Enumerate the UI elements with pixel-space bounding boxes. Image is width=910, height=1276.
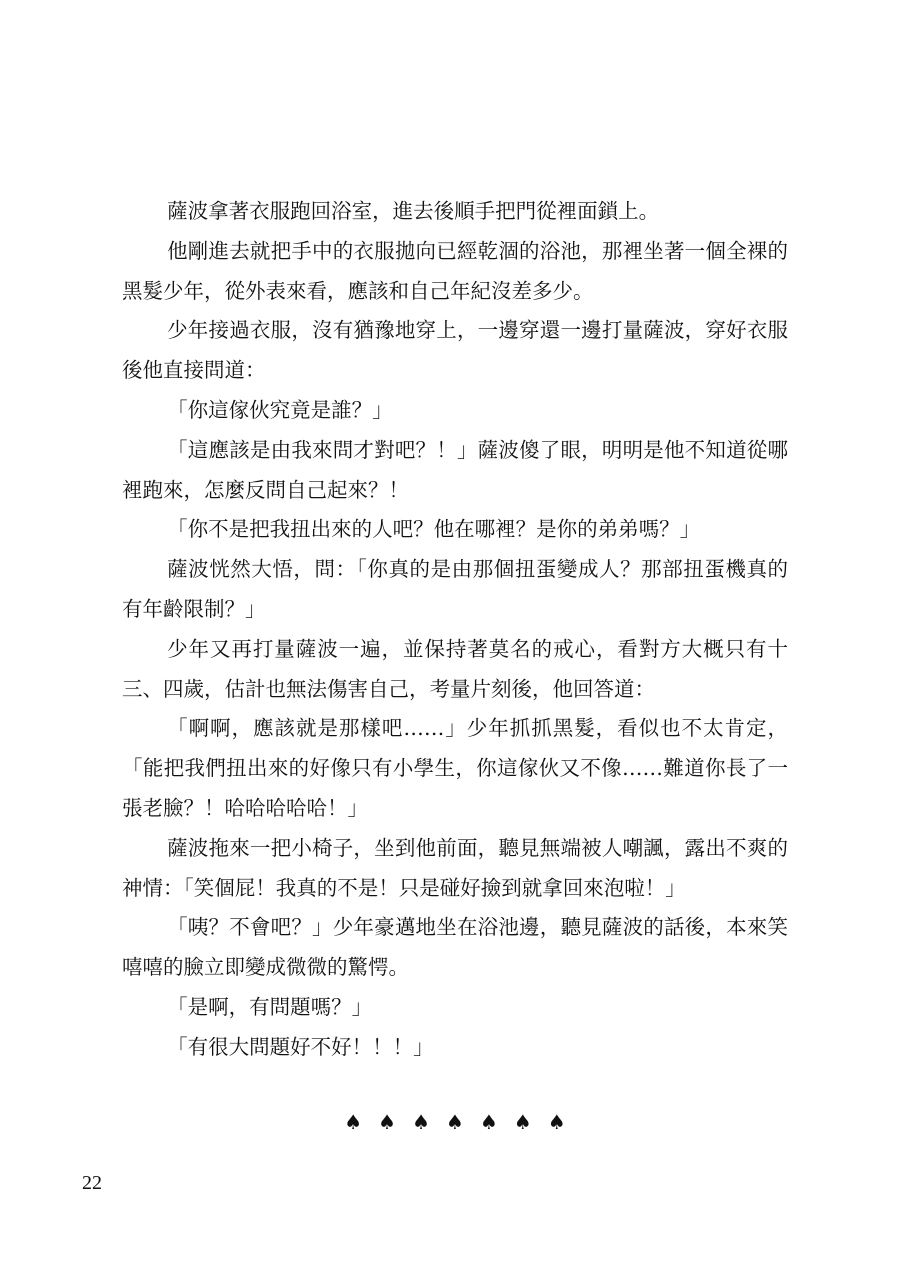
paragraph: 「是啊，有問題嗎？」	[167, 994, 373, 1019]
paragraph: 「啊啊，應該就是那樣吧……」少年抓抓黑髮，看似也不太肯定，「能把我們扭出來的好像只有小學生，你這傢伙又不像……難道你長了一張老臉？！哈哈哈哈哈！」	[122, 716, 788, 820]
paragraph: 薩波恍然大悟，問：「你真的是由那個扭蛋變成人？那部扭蛋機真的有年齡限制？」	[122, 557, 788, 621]
paragraph: 「有很大問題好不好！！！」	[167, 1034, 434, 1059]
paragraph: 「咦？不會吧？」少年豪邁地坐在浴池邊，聽見薩波的話後，本來笑嘻嘻的臉立即變成微微的驚愕。	[122, 915, 788, 980]
paragraph: 「你這傢伙究竟是誰？」	[167, 397, 393, 422]
body-text	[122, 192, 788, 1068]
paragraph: 少年接過衣服，沒有猶豫地穿上，一邊穿還一邊打量薩波，穿好衣服後他直接問道：	[122, 318, 788, 383]
paragraph: 薩波拿著衣服跑回浴室，進去後順手把門從裡面鎖上。	[167, 199, 660, 223]
paragraph: 少年又再打量薩波一遍，並保持著莫名的戒心，看對方大概只有十三、四歲，估計也無法傷害自己，考量片刻後，他回答道：	[122, 636, 788, 701]
section-separator-spades: ♠♠♠♠♠♠♠	[344, 1110, 582, 1134]
paragraph: 「這應該是由我來問才對吧？！」薩波傻了眼，明明是他不知道從哪裡跑來，怎麼反問自己起來？！	[122, 437, 788, 502]
page-number: 22	[82, 1172, 102, 1194]
paragraph: 他剛進去就把手中的衣服拋向已經乾涸的浴池，那裡坐著一個全裸的黑髮少年，從外表來看，應該和自己年紀沒差多少。	[122, 238, 788, 303]
paragraph: 「你不是把我扭出來的人吧？他在哪裡？是你的弟弟嗎？」	[167, 517, 701, 542]
paragraph: 薩波拖來一把小椅子，坐到他前面，聽見無端被人嘲諷，露出不爽的神情：「笑個屁！我真的不是！只是碰好撿到就拿回來泡啦！」	[122, 835, 788, 900]
